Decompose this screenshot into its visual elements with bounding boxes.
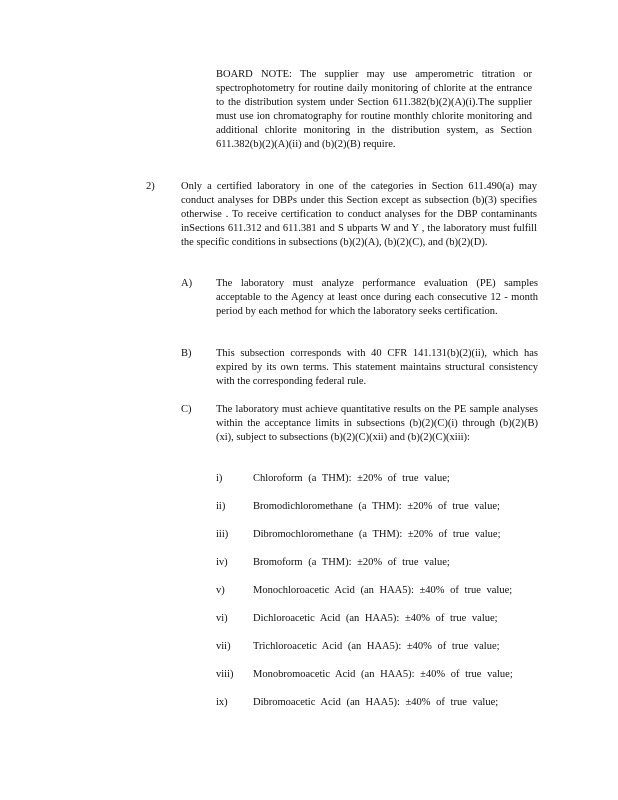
subsection-a-label: A) <box>181 278 193 289</box>
list-item-text: Bromodichloromethane (a THM): ±20% of true value; <box>253 501 500 512</box>
list-item-label: ix) <box>216 697 228 708</box>
list-item-label: ii) <box>216 501 226 512</box>
subsection-b-label: B) <box>181 348 192 359</box>
item-2-text: Only a certified laboratory in one of the categories in Section 611.490(a) may conduct analyses for DBPs under this Section except as subsection (b)(3) specifies otherwise . To receive certification to conduct analyses for the DBP contaminants inSections 611.312 and 611.381 and S ubparts W and Y , the laboratory must fulfill the specific conditions in subsections (b)(2)(A), (b)(2)(C), and (b)(2)(D). <box>181 181 537 248</box>
list-item-text: Trichloroacetic Acid (an HAA5): ±40% of true value; <box>253 641 500 652</box>
list-item-label: v) <box>216 585 225 596</box>
board-note: BOARD NOTE: The supplier may use amperometric titration or spectrophotometry for routine daily monitoring of chlorite at the entrance to the distribution system under Section 611.382(b)(2)(A)(i).The supplier must use ion chromatography for routine monthly chlorite monitoring and additional chlorite monitoring in the distribution system, as Section 611.382(b)(2)(A)(ii) and (b)(2)(B) require. <box>216 69 532 150</box>
list-item-text: Bromoform (a THM): ±20% of true value; <box>253 557 450 568</box>
list-item-text: Dibromoacetic Acid (an HAA5): ±40% of true value; <box>253 697 499 708</box>
subsection-b-text: This subsection corresponds with 40 CFR 141.131(b)(2)(ii), which has expired by its own terms. This statement maintains structural consistency with the corresponding federal rule. <box>216 348 538 387</box>
list-item-label: vii) <box>216 641 231 652</box>
list-item-text: Chloroform (a THM): ±20% of true value; <box>253 473 450 484</box>
list-item-label: viii) <box>216 669 234 680</box>
subsection-c-text: The laboratory must achieve quantitative results on the PE sample analyses within the acceptance limits in subsections (b)(2)(C)(i) through (b)(2)(B)(xi), subject to subsections (b)(2)(C)(xii) and (b)(2)(C)(xiii): <box>216 404 538 443</box>
list-item-text: Monochloroacetic Acid (an HAA5): ±40% of true value; <box>253 585 513 596</box>
list-item-label: i) <box>216 473 223 484</box>
list-item-text: Dibromochloromethane (a THM): ±20% of true value; <box>253 529 501 540</box>
list-item-label: vi) <box>216 613 228 624</box>
list-item-text: Monobromoacetic Acid (an HAA5): ±40% of true value; <box>253 669 513 680</box>
subsection-c-label: C) <box>181 404 192 415</box>
item-2-label: 2) <box>146 181 155 192</box>
list-item-label: iv) <box>216 557 228 568</box>
list-item-text: Dichloroacetic Acid (an HAA5): ±40% of true value; <box>253 613 498 624</box>
subsection-a-text: The laboratory must analyze performance evaluation (PE) samples acceptable to the Agency at least once during each consecutive 12 - month period by each method for which the laboratory seeks certification. <box>216 278 538 317</box>
list-item-label: iii) <box>216 529 229 540</box>
